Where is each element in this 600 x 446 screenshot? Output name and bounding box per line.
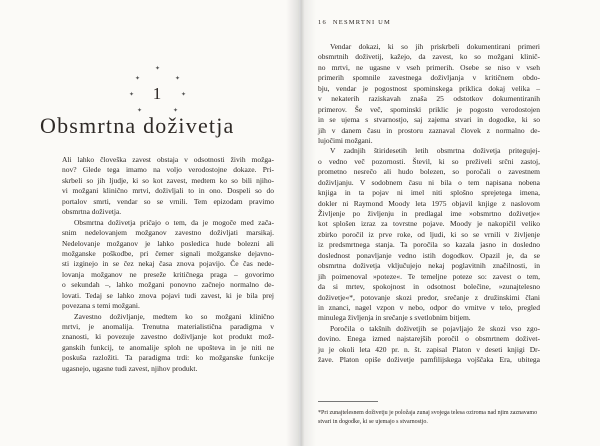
text-line: nov? Glede tega imamo na voljo verodostojne dokaze. Pri-	[62, 165, 274, 175]
star-icon: ✦	[175, 76, 181, 82]
text-line: vi možgani klinično mrtvi, doživljali to in ono. Dospeli so do	[62, 186, 274, 196]
left-page	[0, 0, 299, 446]
text-line: v nekaterih raziskavah znaša 25 odstotkov dokumentiranih	[318, 94, 540, 104]
text-line: knjiga in ta pojav ni imel niti splošno sprejetega imena,	[318, 188, 540, 198]
text-line: primerov. Še več, spominski priklic je pogosto verodostojen	[318, 104, 540, 114]
text-line: in se ujema s stvarnostjo, saj zajema stvari in dogodke, ki so	[318, 115, 540, 125]
text-line: da si mrtev, spokojnost in odsotnost bolečine, »zunajtelesno	[318, 282, 540, 292]
text-line: V zadnjih štiridesetih letih obsmrtna doživetja pritegujej-	[330, 146, 540, 156]
text-line: žave. Platon opiše doživetje pamfilijskega vojščaka Era, ubitega	[318, 355, 540, 365]
star-icon: ✦	[173, 108, 179, 114]
text-line: Ali lahko človeška zavest obstaja v odsotnosti živih možga-	[62, 155, 274, 164]
text-line: lujočimi možgani.	[318, 135, 373, 145]
text-line: možganske poškodbe, pri čemer signali možganske dejavno-	[62, 248, 274, 258]
text-line: minulega življenja in srečanje s svetlobnim bitjem.	[318, 313, 471, 323]
text-line: no mrtvi, ne ugasne v vseh primerih. Osebe se niso v vseh	[318, 62, 540, 72]
text-line: Nedelovanje možganov je lahko posledica hude bolezni ali	[62, 238, 274, 248]
text-line: Zavestno doživljanje, medtem ko so možgani klinično	[74, 311, 274, 321]
chapter-number: 1	[152, 84, 162, 103]
text-line: mrtvi, je anomalija. Trenutna materialistična paradigma v	[62, 322, 274, 331]
star-icon: ✦	[181, 92, 187, 98]
text-line: prometno nesrečo ali hudo bolezen, so poročali o zavestnem	[318, 167, 540, 177]
footnote-divider	[318, 401, 378, 402]
text-line: iz predsmrtnega stanja. Ta poročila so kazala jasno in dosledno	[318, 240, 540, 250]
running-header	[318, 19, 391, 26]
text-line: primerih spomnile zavestnega doživljanja v kritičnem obdo-	[318, 73, 540, 83]
text-line: o sekundah –, lahko možgani ponovno začnejo normalno de-	[62, 280, 274, 290]
text-line: ganskih funkcij, te anomalije sploh ne upošteva in je niti ne	[62, 342, 274, 352]
star-icon: ✦	[135, 76, 141, 82]
text-line: dokler ni Raymond Moody leta 1975 objavil knjige z naslovom	[318, 198, 540, 208]
chapter-title: Obsmrtna doživetja	[40, 113, 235, 138]
running-title: NESMRTNI UM	[332, 19, 392, 26]
text-line: snim nedelovanjem možganov zavestno doživljati marsikaj.	[62, 228, 274, 238]
text-line: portalov smrti, vendar so se vrnili. Tem epizodam pravimo	[62, 196, 274, 206]
text-line: zbirko poročil iz prve roke, od ljudi, ki so se vrnili v življenje	[318, 229, 540, 239]
text-line: skrbeli so jih ljudje, ki so kot zavest, medtem ko so bili njiho-	[62, 175, 274, 185]
right-body-text	[318, 42, 540, 366]
text-line: poskuša razložiti. Ta paradigma trdi: ko možganske funkcije	[62, 353, 274, 363]
star-icon: ✦	[155, 66, 161, 72]
text-line: obsmrtnih doživetij, kažejo, da zavest, ko so možgani klinič-	[318, 52, 540, 62]
star-icon: ✦	[137, 108, 143, 114]
text-line: kot splošen izraz za tovrstne pojave. Moody je nakopičil veliko	[318, 219, 540, 229]
text-line: ju je okoli leta 420 pr. n. št. zapisal Platon v deseti knjigi Dr-	[318, 344, 540, 354]
text-line: lovanja možganov ne preseže kritičnega praga – govorimo	[62, 269, 274, 279]
text-line: povezana s temi možgani.	[62, 301, 140, 311]
text-line: jih v danem času in prostoru zaznaval človek z normalno de-	[318, 125, 540, 135]
page-number: 16	[318, 19, 327, 26]
text-line: Obsmrtna doživetja pričajo o tem, da je mogoče med zača-	[74, 217, 274, 227]
footnote: *Pri zunajtelesnem doživetju je položaja zunaj svojega telesa oziroma nad njim zaznavamo stvari in dogodke, ki se ujemajo s stvarnostjo.	[318, 410, 538, 425]
text-line: doživljanju. V sodobnem času ni bila o tem napisana nobena	[318, 177, 540, 187]
text-line: Poročila o takšnih doživetjih se pojavljajo že skozi vso zgo-	[330, 323, 540, 333]
text-line: sti izginejo in se čez nekaj časa znova pojavijo. Če čas nede-	[62, 259, 274, 269]
text-line: jih poimenoval »poteze«. Te temeljne poteze so: zavest o tem,	[318, 271, 540, 281]
text-line: doživetje«*, potovanje skozi predor, srečanje z družinskimi člani	[318, 292, 540, 302]
text-line: Življenje po življenju in predlagal ime »obsmrtno doživetje«	[318, 209, 540, 218]
text-line: o vedno več pozornosti. Števil, ki so preživeli srčni zastoj,	[318, 156, 540, 166]
text-line: in znanci, nagel vzpon v nebo, odpor do vrnitve v telo, pregled	[318, 302, 540, 312]
text-line: lovati. Tedaj se lahko znova pojavi tudi zavest, ki je bila prej	[62, 290, 274, 300]
text-line: ugasnejo, ugasne tudi zavest, njihov produkt.	[62, 363, 198, 373]
text-line: znanosti, ki povezuje zavestno doživljanje kot produkt mož-	[62, 332, 274, 342]
text-line: bju, vendar je pogostnost spominskega priklica dokaj velika –	[318, 83, 540, 93]
text-line: dovino. Enega izmed najstarejših poročil o obsmrtnem doživet-	[318, 334, 540, 344]
left-body-text	[62, 155, 274, 374]
star-icon: ✦	[129, 92, 135, 98]
text-line: obsmrtna doživetja vključujejo nekaj poglavitnih značilnosti, in	[318, 261, 540, 271]
text-line: Vendar dokazi, ki so jih priskrbeli dokumentirani primeri	[330, 42, 540, 51]
text-line: obsmrtna doživetja.	[62, 207, 122, 217]
text-line: doslednost ponavljanje vedno istih dogodkov. Opazil je, da se	[318, 250, 540, 260]
